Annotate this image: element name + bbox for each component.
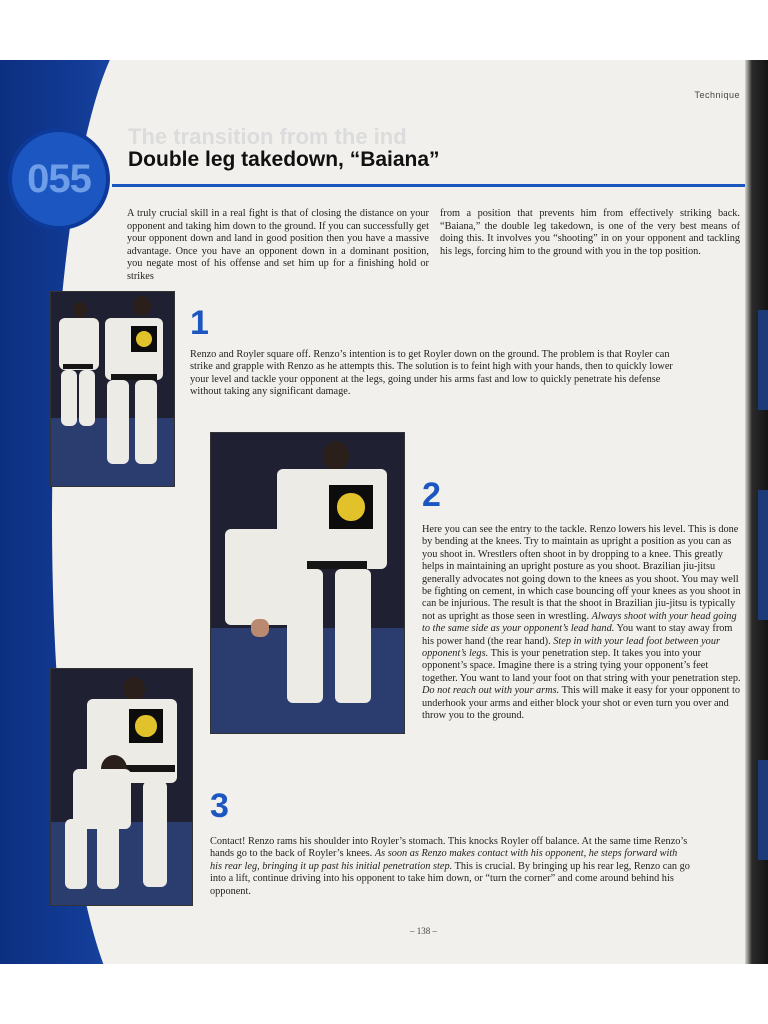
show-through-heading: The transition from the ind: [128, 124, 407, 149]
edge-photo-strip: [758, 760, 768, 860]
step-2-text: Here you can see the entry to the tackle. Renzo lowers his level. This is done by bending at the knees. Try to maintain as upright a position as you can as you shoot in. Wrestlers often shoot in by dropping to a knee. This greatly helps in maintaining an upright posture as you shoot. Brazilian jiu-jitsu generally advocates not going down to the knees as you shoot. You may well be fighting on cement, in which case bouncing off your knees as you shoot in can be injurious. The result is that the shoot in Brazilian jiu-jitsu is typically not as upright as those seen in wrestling. Always shoot with your head going to the same side as your opponent’s lead hand. You want to stay away from his power hand (the rear hand). Step in with your lead foot between your opponent’s legs. This is your penetration step. It takes you into your opponent’s space. Imagine there is a string tying your opponent’s feet together. You want to land your foot on that string with your penetration step. Do not reach out with your arms. This will make it easy for your opponent to underhook your arms and either block your shot or even turn you over and throw you to the ground.: [422, 524, 741, 722]
intro-paragraph-right: from a position that prevents him from effectively striking back. “Baiana,” the double leg takedown, is one of the very best means of doing this. It involves you “shooting” in on your opponent and tackling his legs, forcing him to the ground with you in the top position.: [440, 208, 740, 257]
edge-photo-strip: [758, 490, 768, 620]
page-title: Double leg takedown, “Baiana”: [128, 148, 440, 171]
title-rule: [112, 184, 745, 187]
step-1-photo: [50, 291, 175, 487]
step-3-number: 3: [210, 787, 229, 825]
step-1-text: Renzo and Royler square off. Renzo’s intention is to get Royler down on the ground. The problem is that Royler can strike and grapple with Renzo as he attempts this. The solution is to feint high with your hands, then to quickly lower your level and tackle your opponent at the legs, going under his arms fast and low to quickly penetrate his defense without taking any significant damage.: [190, 349, 673, 398]
section-label: Technique: [694, 90, 740, 100]
step-2-number: 2: [422, 476, 441, 514]
intro-paragraph-left: A truly crucial skill in a real fight is that of closing the distance on your opponent and taking him down to the ground. If you can successfully get your opponent down and land in good position then you have a massive advantage. Once you have an opponent down in a dominant position, you negate most of his offense and set him up for a finishing hold or strikes: [127, 208, 429, 282]
edge-photo-strip: [758, 310, 768, 410]
step-3-photo: [50, 668, 193, 906]
step-2-photo: [210, 432, 405, 734]
step-1-number: 1: [190, 304, 209, 342]
step-3-text: Contact! Renzo rams his shoulder into Royler’s stomach. This knocks Royler off balance. At the same time Renzo’s hands go to the back of Royler’s knees. As soon as Renzo makes contact with his opponent, he steps forward with his rear leg, bringing it up past his initial penetration step. This is crucial. By bringing up his rear leg, Renzo can go into a lift, continue driving into his opponent to take him down, or “turn the corner” and come around behind his opponent.: [210, 836, 690, 897]
technique-number-badge: 055: [8, 128, 110, 230]
page-number: – 138 –: [410, 926, 437, 936]
book-page-scan: [0, 60, 768, 964]
